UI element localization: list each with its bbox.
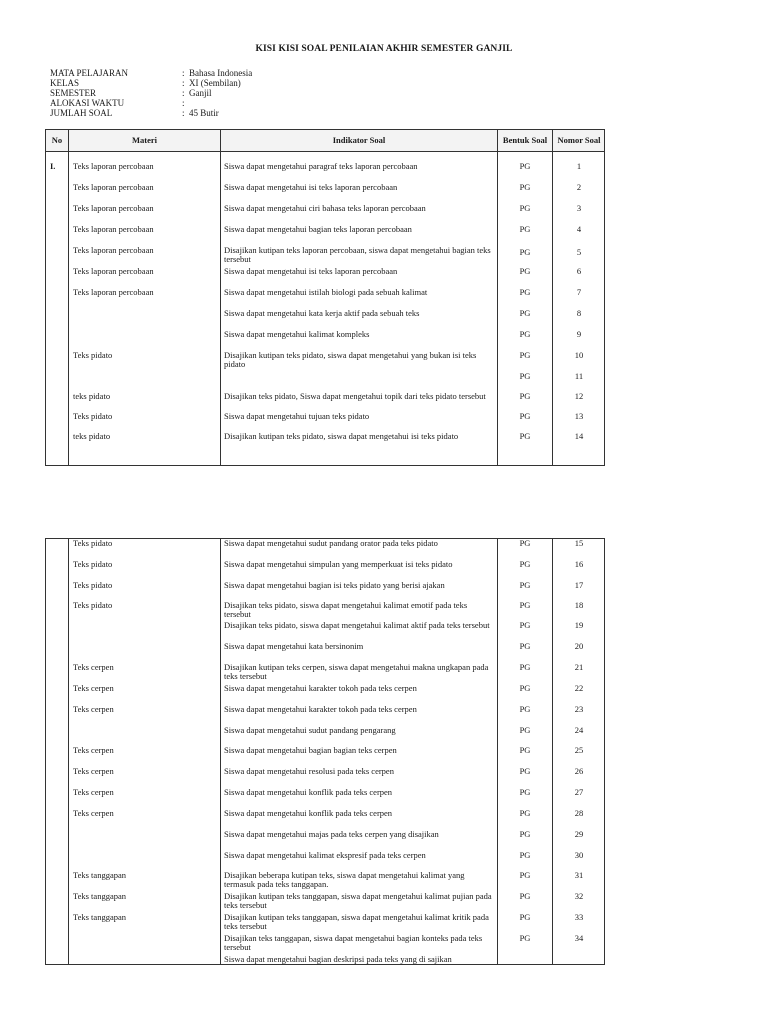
header-indikator: Indikator Soal <box>332 135 386 145</box>
cell-materi: teks pidato <box>73 431 111 441</box>
cell-indikator: Siswa dapat mengetahui kalimat ekspresif pada teks cerpen <box>224 850 426 860</box>
cell-bentuk: PG <box>519 600 531 610</box>
document-title: KISI KISI SOAL PENILAIAN AKHIR SEMESTER GANJIL <box>255 44 513 54</box>
meta-label: ALOKASI WAKTU <box>50 98 125 108</box>
cell-nomor: 25 <box>574 745 584 755</box>
cell-materi: Teks laporan percobaan <box>73 266 154 276</box>
cell-nomor: 13 <box>574 411 584 421</box>
cell-bentuk: PG <box>519 391 531 401</box>
cell-materi: Teks tanggapan <box>73 891 126 901</box>
meta-colon: : <box>182 88 185 98</box>
header-materi: Materi <box>131 135 157 145</box>
cell-bentuk: PG <box>519 350 531 360</box>
cell-nomor: 4 <box>576 224 582 234</box>
column-divider <box>68 539 69 964</box>
cell-bentuk: PG <box>519 641 531 651</box>
cell-indikator: Disajikan kutipan teks tanggapan, siswa dapat mengetahui kalimat pujian pada teks tersebut <box>224 891 492 910</box>
meta-colon: : <box>182 68 185 78</box>
cell-indikator: Siswa dapat mengetahui konflik pada teks cerpen <box>224 787 393 797</box>
cell-materi: Teks laporan percobaan <box>73 182 154 192</box>
cell-indikator: Siswa dapat mengetahui bagian bagian teks cerpen <box>224 745 397 755</box>
cell-materi: Teks cerpen <box>73 787 114 797</box>
cell-indikator: Disajikan kutipan teks cerpen, siswa dapat mengetahui makna ungkapan pada teks tersebut <box>224 662 489 681</box>
cell-bentuk: PG <box>519 725 531 735</box>
cell-indikator: Siswa dapat mengetahui konflik pada teks cerpen <box>224 808 393 818</box>
cell-nomor: 17 <box>574 580 584 590</box>
cell-materi: Teks tanggapan <box>73 912 126 922</box>
cell-indikator: Siswa dapat mengetahui simpulan yang memperkuat isi teks pidato <box>224 559 453 569</box>
cell-indikator: Siswa dapat mengetahui bagian isi teks pidato yang berisi ajakan <box>224 580 445 590</box>
cell-bentuk: PG <box>519 912 531 922</box>
meta-row-semester <box>50 88 350 98</box>
cell-nomor: 34 <box>574 933 584 943</box>
cell-nomor: 5 <box>576 247 582 257</box>
cell-nomor: 14 <box>574 431 584 441</box>
cell-bentuk: PG <box>519 266 531 276</box>
cell-nomor: 28 <box>574 808 584 818</box>
header-bentuk: Bentuk Soal <box>502 135 548 145</box>
cell-nomor: 3 <box>576 203 582 213</box>
cell-nomor: 29 <box>574 829 584 839</box>
cell-bentuk: PG <box>519 224 531 234</box>
cell-bentuk: PG <box>519 371 531 381</box>
cell-materi: Teks laporan percobaan <box>73 161 154 171</box>
meta-label: MATA PELAJARAN <box>50 68 129 78</box>
cell-nomor: 16 <box>574 559 584 569</box>
cell-indikator: Disajikan teks pidato, siswa dapat mengetahui kalimat emotif pada teks tersebut <box>224 600 468 619</box>
cell-nomor: 15 <box>574 538 584 548</box>
cell-materi: Teks laporan percobaan <box>73 224 154 234</box>
column-divider <box>220 130 221 465</box>
cell-indikator: Siswa dapat mengetahui kalimat kompleks <box>224 329 370 339</box>
cell-bentuk: PG <box>519 538 531 548</box>
meta-colon: : <box>182 78 185 88</box>
cell-materi: teks pidato <box>73 391 111 401</box>
cell-nomor: 24 <box>574 725 584 735</box>
cell-indikator: Siswa dapat mengetahui karakter tokoh pada teks cerpen <box>224 704 417 714</box>
meta-value: Ganjil <box>189 88 212 98</box>
cell-nomor: 30 <box>574 850 584 860</box>
meta-label: KELAS <box>50 78 79 88</box>
kisi-kisi-table-page-1 <box>45 129 605 466</box>
cell-materi: Teks pidato <box>73 350 113 360</box>
cell-materi: Teks pidato <box>73 538 113 548</box>
cell-nomor: 23 <box>574 704 584 714</box>
cell-indikator: Siswa dapat mengetahui istilah biologi pada sebuah kalimat <box>224 287 428 297</box>
cell-indikator: Siswa dapat mengetahui ciri bahasa teks laporan percobaan <box>224 203 426 213</box>
cell-bentuk: PG <box>519 745 531 755</box>
cell-indikator: Disajikan teks pidato, siswa dapat mengetahui kalimat aktif pada teks tersebut <box>224 620 490 630</box>
cell-nomor: 33 <box>574 912 584 922</box>
column-divider <box>68 130 69 465</box>
cell-materi: Teks pidato <box>73 600 113 610</box>
cell-indikator: Siswa dapat mengetahui isi teks laporan percobaan <box>224 266 398 276</box>
cell-indikator: Disajikan kutipan teks laporan percobaan, siswa dapat mengetahui bagian teks tersebut <box>224 245 491 264</box>
cell-nomor: 6 <box>576 266 582 276</box>
cell-bentuk: PG <box>519 247 531 257</box>
cell-nomor: 8 <box>576 308 582 318</box>
cell-materi: Teks laporan percobaan <box>73 287 154 297</box>
cell-materi: Teks cerpen <box>73 808 114 818</box>
cell-materi: Teks cerpen <box>73 704 114 714</box>
cell-bentuk: PG <box>519 704 531 714</box>
column-divider <box>220 539 221 964</box>
cell-indikator: Disajikan kutipan teks pidato, siswa dapat mengetahui yang bukan isi teks pidato <box>224 350 477 369</box>
cell-indikator: Disajikan kutipan teks tanggapan, siswa dapat mengetahui kalimat kritik pada teks tersebut <box>224 912 489 931</box>
meta-row-mata-pelajaran <box>50 68 350 78</box>
meta-value: 45 Butir <box>189 108 219 118</box>
cell-bentuk: PG <box>519 559 531 569</box>
meta-row-alokasi-waktu <box>50 98 350 108</box>
cell-materi: Teks cerpen <box>73 683 114 693</box>
cell-indikator: Siswa dapat mengetahui kata kerja aktif pada sebuah teks <box>224 308 420 318</box>
cell-nomor: 19 <box>574 620 584 630</box>
cell-nomor: 12 <box>574 391 584 401</box>
cell-materi: Teks laporan percobaan <box>73 203 154 213</box>
cell-materi: Teks tanggapan <box>73 870 126 880</box>
cell-nomor: 31 <box>574 870 584 880</box>
meta-block <box>50 68 350 118</box>
cell-bentuk: PG <box>519 580 531 590</box>
cell-bentuk: PG <box>519 829 531 839</box>
cell-bentuk: PG <box>519 182 531 192</box>
meta-colon: : <box>182 98 185 108</box>
cell-bentuk: PG <box>519 766 531 776</box>
meta-row-kelas <box>50 78 350 88</box>
cell-nomor: 21 <box>574 662 584 672</box>
cell-indikator: Siswa dapat mengetahui resolusi pada teks cerpen <box>224 766 394 776</box>
cell-bentuk: PG <box>519 808 531 818</box>
cell-materi: Teks laporan percobaan <box>73 245 154 255</box>
header-nomor: Nomor Soal <box>557 135 601 145</box>
cell-materi: Teks pidato <box>73 411 113 421</box>
cell-bentuk: PG <box>519 787 531 797</box>
cell-indikator: Siswa dapat mengetahui kata bersinonim <box>224 641 364 651</box>
cell-nomor: 32 <box>574 891 584 901</box>
cell-indikator: Disajikan beberapa kutipan teks, siswa dapat mengetahui kalimat yang termasuk pada teks tanggapan. <box>224 870 465 889</box>
cell-bentuk: PG <box>519 933 531 943</box>
cell-indikator: Siswa dapat mengetahui karakter tokoh pada teks cerpen <box>224 683 417 693</box>
meta-row-jumlah-soal <box>50 108 350 118</box>
cell-bentuk: PG <box>519 662 531 672</box>
cell-materi: Teks pidato <box>73 559 113 569</box>
cell-indikator: Siswa dapat mengetahui sudut pandang orator pada teks pidato <box>224 538 438 548</box>
meta-value: XI (Sembilan) <box>189 78 241 88</box>
cell-indikator: Siswa dapat mengetahui bagian teks laporan percobaan <box>224 224 412 234</box>
cell-indikator: Disajikan teks pidato, Siswa dapat mengetahui topik dari teks pidato tersebut <box>224 391 486 401</box>
cell-bentuk: PG <box>519 431 531 441</box>
cell-nomor: 10 <box>574 350 584 360</box>
cell-bentuk: PG <box>519 161 531 171</box>
cell-materi: Teks pidato <box>73 580 113 590</box>
cell-bentuk: PG <box>519 850 531 860</box>
cell-nomor: 18 <box>574 600 584 610</box>
cell-nomor: 1 <box>576 161 582 171</box>
cell-indikator: Siswa dapat mengetahui sudut pandang pengarang <box>224 725 396 735</box>
meta-label: JUMLAH SOAL <box>50 108 113 118</box>
meta-value: Bahasa Indonesia <box>189 68 253 78</box>
cell-nomor: 2 <box>576 182 582 192</box>
cell-nomor: 9 <box>576 329 582 339</box>
cell-bentuk: PG <box>519 870 531 880</box>
kisi-kisi-table-page-2 <box>45 538 605 965</box>
cell-nomor: 20 <box>574 641 584 651</box>
meta-colon: : <box>182 108 185 118</box>
cell-indikator: Disajikan teks tanggapan, siswa dapat mengetahui bagian konteks pada teks tersebut <box>224 933 483 952</box>
cell-bentuk: PG <box>519 329 531 339</box>
cell-nomor: 27 <box>574 787 584 797</box>
cell-nomor: 26 <box>574 766 584 776</box>
cell-indikator: Siswa dapat mengetahui bagian deskripsi pada teks yang di sajikan <box>224 954 452 964</box>
cell-nomor: 11 <box>574 371 584 381</box>
cell-bentuk: PG <box>519 891 531 901</box>
meta-label: SEMESTER <box>50 88 97 98</box>
cell-indikator: Disajikan kutipan teks pidato, siswa dapat mengetahui isi teks pidato <box>224 431 459 441</box>
cell-indikator: Siswa dapat mengetahui tujuan teks pidato <box>224 411 370 421</box>
cell-indikator: Siswa dapat mengetahui isi teks laporan percobaan <box>224 182 398 192</box>
cell-bentuk: PG <box>519 683 531 693</box>
cell-indikator: Siswa dapat mengetahui majas pada teks cerpen yang disajikan <box>224 829 439 839</box>
cell-materi: Teks cerpen <box>73 745 114 755</box>
table-header <box>46 130 604 152</box>
cell-materi: Teks cerpen <box>73 766 114 776</box>
cell-no: I. <box>50 161 56 171</box>
cell-nomor: 22 <box>574 683 584 693</box>
cell-bentuk: PG <box>519 308 531 318</box>
cell-bentuk: PG <box>519 620 531 630</box>
cell-materi: Teks cerpen <box>73 662 114 672</box>
cell-bentuk: PG <box>519 203 531 213</box>
cell-nomor: 7 <box>576 287 582 297</box>
cell-bentuk: PG <box>519 287 531 297</box>
cell-indikator: Siswa dapat mengetahui paragraf teks laporan percobaan <box>224 161 418 171</box>
cell-bentuk: PG <box>519 411 531 421</box>
header-no: No <box>51 135 63 145</box>
